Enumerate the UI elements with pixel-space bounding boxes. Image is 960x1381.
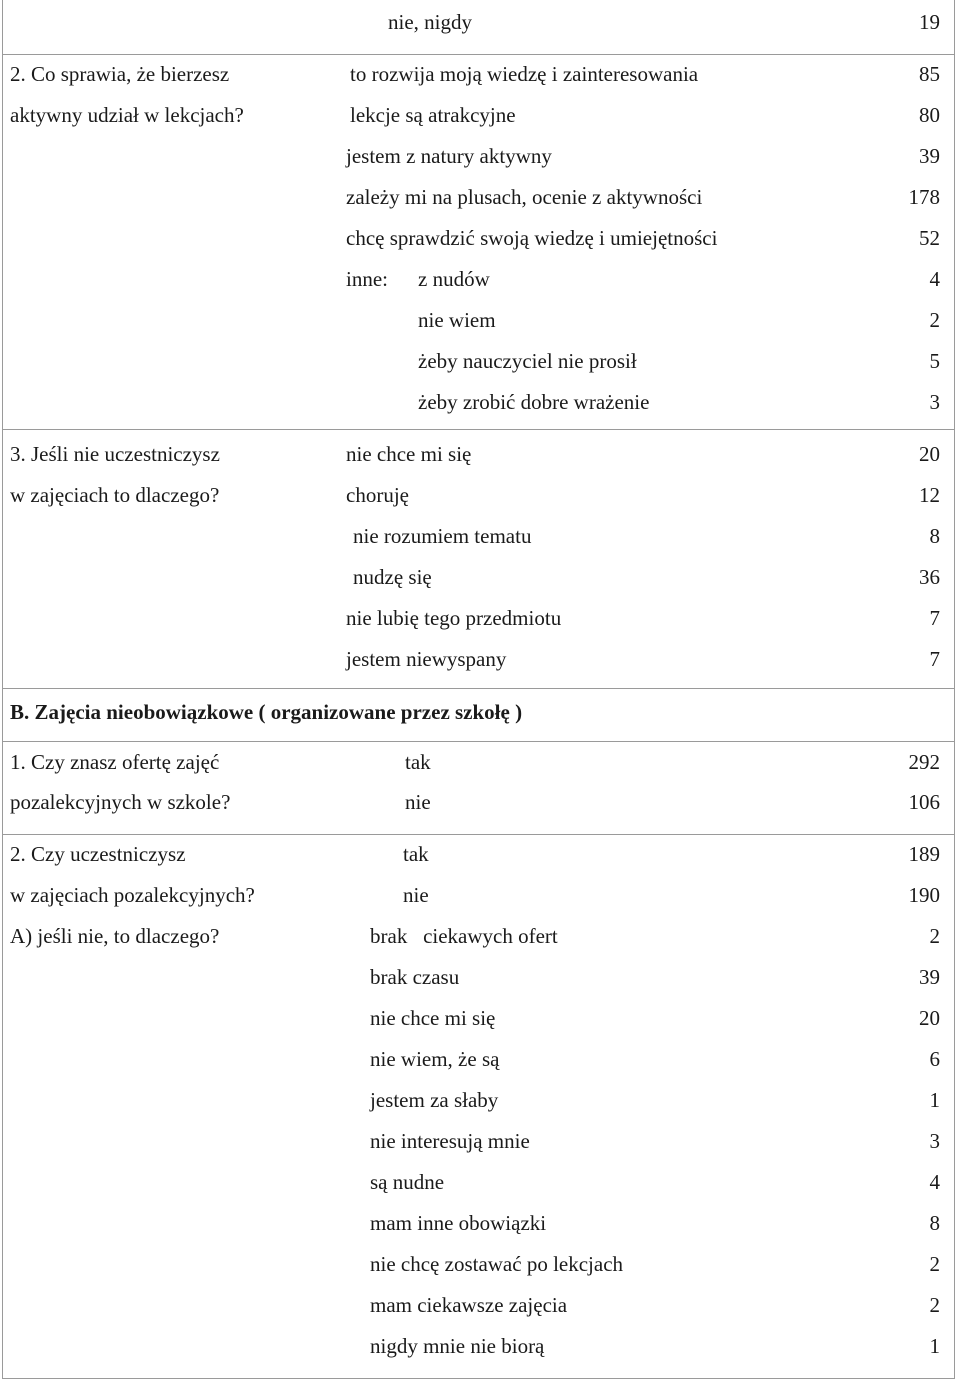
answer-count: 4 xyxy=(929,1170,940,1194)
answer-count: 3 xyxy=(929,1129,940,1153)
question-text: 2. Co sprawia, że bierzesz xyxy=(10,62,230,86)
answer-label: są nudne xyxy=(370,1170,445,1194)
answer-label: mam ciekawsze zajęcia xyxy=(370,1293,568,1317)
answer-count: 2 xyxy=(929,308,940,332)
question-text: pozalekcyjnych w szkole? xyxy=(10,790,231,814)
row-divider xyxy=(2,688,955,689)
answer-count: 292 xyxy=(908,750,940,774)
answer-label: nie chce mi się xyxy=(346,442,472,466)
row-divider xyxy=(2,741,955,742)
answer-label: jestem niewyspany xyxy=(346,647,507,671)
answer-label: nie xyxy=(403,883,429,907)
row-divider xyxy=(2,54,955,55)
question-text: w zajęciach to dlaczego? xyxy=(10,483,220,507)
answer-count: 52 xyxy=(919,226,940,250)
answer-count: 20 xyxy=(919,1006,940,1030)
answer-label: nie lubię tego przedmiotu xyxy=(346,606,562,630)
answer-label: nie rozumiem tematu xyxy=(353,524,532,548)
answer-count: 189 xyxy=(908,842,940,866)
answer-label: nie chcę zostawać po lekcjach xyxy=(370,1252,624,1276)
answer-count: 2 xyxy=(929,1293,940,1317)
answer-count: 3 xyxy=(929,390,940,414)
question-text: 2. Czy uczestniczysz xyxy=(10,842,186,866)
question-text: aktywny udział w lekcjach? xyxy=(10,103,244,127)
answer-count: 39 xyxy=(919,144,940,168)
answer-label: to rozwija moją wiedzę i zainteresowania xyxy=(350,62,699,86)
answer-count: 178 xyxy=(908,185,940,209)
section-heading: B. Zajęcia nieobowiązkowe ( organizowane przez szkołę ) xyxy=(10,700,523,724)
row-divider xyxy=(2,834,955,835)
answer-label: nudzę się xyxy=(353,565,432,589)
answer-count: 4 xyxy=(929,267,940,291)
answer-count: 19 xyxy=(919,10,940,34)
answer-count: 1 xyxy=(929,1334,940,1358)
answer-label: żeby zrobić dobre wrażenie xyxy=(418,390,650,414)
answer-label: lekcje są atrakcyjne xyxy=(350,103,516,127)
answer-label: jestem z natury aktywny xyxy=(346,144,552,168)
answer-count: 12 xyxy=(919,483,940,507)
answer-label: mam inne obowiązki xyxy=(370,1211,547,1235)
answer-label: zależy mi na plusach, ocenie z aktywności xyxy=(346,185,703,209)
answer-count: 85 xyxy=(919,62,940,86)
answer-label: nie wiem xyxy=(418,308,496,332)
answer-count: 7 xyxy=(929,606,940,630)
answer-count: 5 xyxy=(929,349,940,373)
answer-label: nie interesują mnie xyxy=(370,1129,530,1153)
answer-label: nie, nigdy xyxy=(388,10,472,34)
answer-label: choruję xyxy=(346,483,409,507)
row-divider xyxy=(2,429,955,430)
question-text: 3. Jeśli nie uczestniczysz xyxy=(10,442,220,466)
answer-count: 190 xyxy=(908,883,940,907)
answer-count: 20 xyxy=(919,442,940,466)
answer-label: nie xyxy=(405,790,431,814)
answer-label: nie chce mi się xyxy=(370,1006,496,1030)
answer-label: brak ciekawych ofert xyxy=(370,924,558,948)
answer-count: 39 xyxy=(919,965,940,989)
answer-label: chcę sprawdzić swoją wiedzę i umiejętności xyxy=(346,226,718,250)
answer-label: tak xyxy=(403,842,429,866)
answer-label: brak czasu xyxy=(370,965,460,989)
other-label: inne: xyxy=(346,267,388,291)
answer-label: jestem za słaby xyxy=(370,1088,499,1112)
question-text: 1. Czy znasz ofertę zajęć xyxy=(10,750,220,774)
answer-count: 8 xyxy=(929,1211,940,1235)
answer-label: nie wiem, że są xyxy=(370,1047,500,1071)
question-text: A) jeśli nie, to dlaczego? xyxy=(10,924,220,948)
answer-count: 2 xyxy=(929,1252,940,1276)
answer-count: 106 xyxy=(908,790,940,814)
answer-count: 7 xyxy=(929,647,940,671)
answer-label: tak xyxy=(405,750,431,774)
answer-label: żeby nauczyciel nie prosił xyxy=(418,349,637,373)
answer-count: 6 xyxy=(929,1047,940,1071)
answer-count: 36 xyxy=(919,565,940,589)
answer-count: 80 xyxy=(919,103,940,127)
answer-label: nigdy mnie nie biorą xyxy=(370,1334,545,1358)
answer-label: z nudów xyxy=(418,267,490,291)
answer-count: 8 xyxy=(929,524,940,548)
answer-count: 1 xyxy=(929,1088,940,1112)
question-text: w zajęciach pozalekcyjnych? xyxy=(10,883,255,907)
answer-count: 2 xyxy=(929,924,940,948)
